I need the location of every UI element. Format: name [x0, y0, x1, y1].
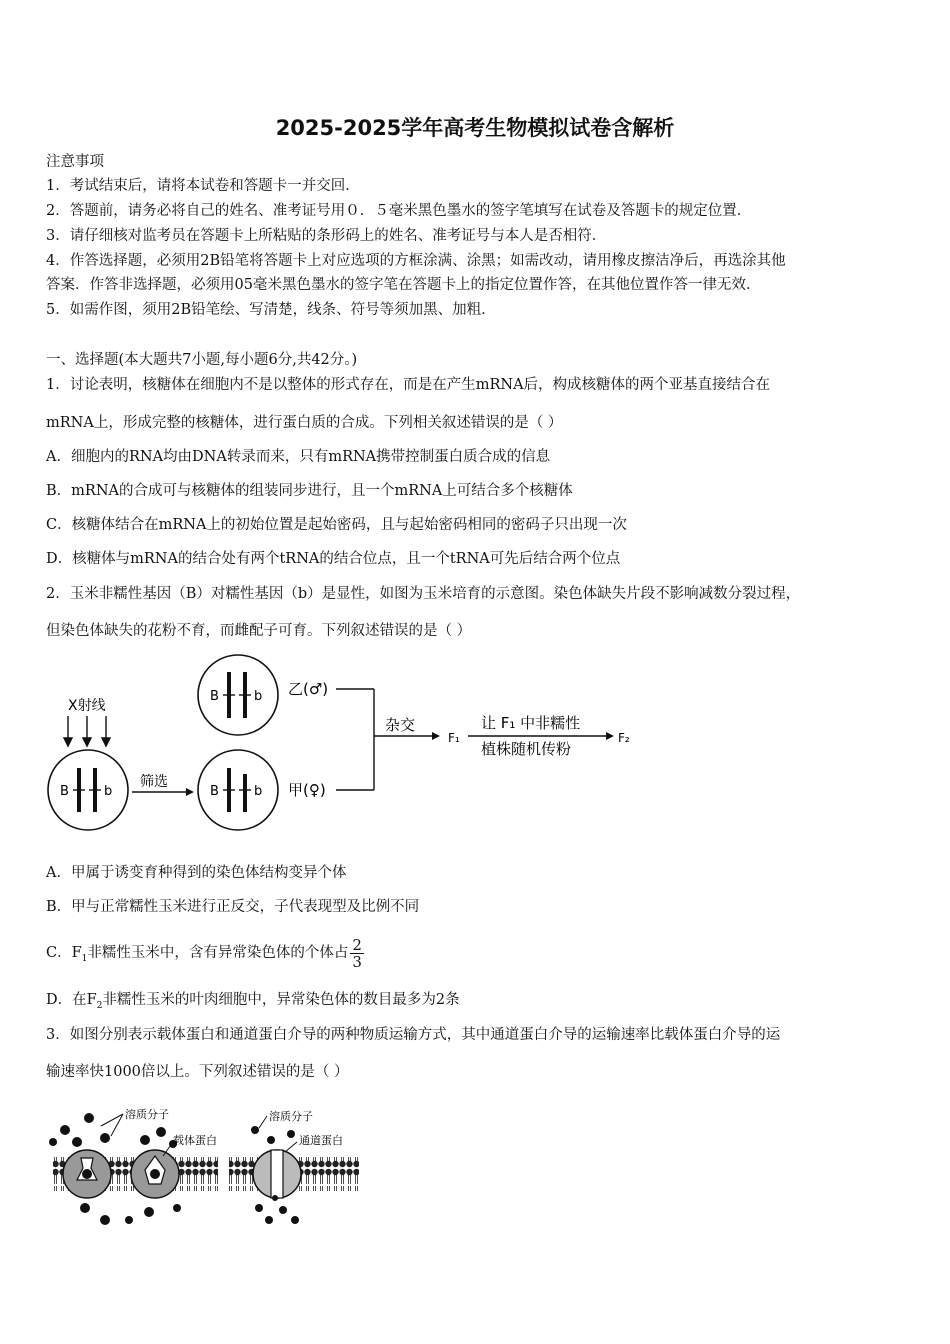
allele-label: B: [210, 784, 219, 799]
carrier-protein: [63, 1150, 111, 1198]
allele-label: B: [60, 784, 69, 799]
question-2-stem: 2．玉米非糯性基因（B）对糯性基因（b）是显性，如图为玉米培育的示意图。染色体缺失片段不影响减数分裂过程，: [46, 586, 801, 602]
xray-arrows: [64, 716, 110, 746]
corn-breeding-diagram: [40, 650, 650, 840]
fraction-denominator: 3: [352, 952, 362, 971]
carrier-protein: [131, 1150, 179, 1198]
pollination-label-top: 让 F₁ 中非糯性: [481, 714, 581, 732]
option-c-prefix: C．F: [46, 945, 82, 961]
solute-label: 溶质分子: [125, 1108, 169, 1121]
question-2-option-a: A．甲属于诱变育种得到的染色体结构变异个体: [46, 865, 347, 881]
f2-label: F₂: [618, 731, 630, 745]
allele-label: B: [210, 689, 219, 704]
pollination-label-bottom: 植株随机传粉: [481, 740, 572, 758]
allele-label: b: [254, 784, 263, 799]
fraction: [350, 937, 364, 970]
xray-label: X射线: [68, 698, 106, 714]
notice-item: 5．如需作图，须用2B铅笔绘、写清楚，线条、符号等须加黑、加粗．: [46, 302, 496, 318]
solute-label: 溶质分子: [269, 1110, 313, 1123]
screen-label: 筛选: [140, 774, 168, 790]
carrier-label: 载体蛋白: [173, 1134, 217, 1147]
notice-item: 3．请仔细核对监考员在答题卡上所粘贴的条形码上的姓名、准考证号与本人是否相符．: [46, 228, 607, 244]
option-d-prefix: D．在F: [46, 992, 97, 1008]
fraction-numerator: 2: [352, 935, 362, 954]
f1-label: F₁: [448, 731, 460, 745]
original-cell: [48, 750, 128, 830]
question-2-option-d: [46, 990, 910, 1016]
question-1-stem: 1．讨论表明，核糖体在细胞内不是以整体的形式存在，而是在产生mRNA后，构成核糖体的两个亚基直接结合在: [46, 377, 771, 393]
notice-heading: 注意事项: [46, 154, 104, 170]
cross-bracket: [336, 689, 434, 790]
question-1-stem: mRNA上，形成完整的核糖体，进行蛋白质的合成。下列相关叙述错误的是（ ）: [46, 415, 563, 431]
notice-item: 1．考试结束后，请将本试卷和答题卡一并交回．: [46, 178, 360, 194]
allele-label: b: [104, 784, 113, 799]
page-title: 2025-2025学年高考生物模拟试卷含解析: [275, 116, 675, 140]
yi-label: 乙(♂): [288, 680, 329, 698]
question-1-option-c: C．核糖体结合在mRNA上的初始位置是起始密码，且与起始密码相同的密码子只出现一次: [46, 517, 627, 533]
allele-label: b: [254, 689, 263, 704]
channel-protein: [253, 1150, 301, 1198]
option-c-text: 非糯性玉米中，含有异常染色体的个体占: [87, 945, 349, 961]
question-3-stem: 输速率快1000倍以上。下列叙述错误的是（ ）: [46, 1064, 349, 1080]
cross-label: 杂交: [385, 716, 416, 734]
transport-diagram: [45, 1100, 365, 1230]
question-2-stem: 但染色体缺失的花粉不育，而雌配子可育。下列叙述错误的是（ ）: [46, 623, 472, 639]
question-3-stem: 3．如图分别表示载体蛋白和通道蛋白介导的两种物质运输方式，其中通道蛋白介导的运输速率比载体蛋白介导的运: [46, 1027, 781, 1043]
question-1-option-d: D．核糖体与mRNA的结合处有两个tRNA的结合位点，且一个tRNA可先后结合两个位点: [46, 551, 621, 567]
option-d-text: 非糯性玉米的叶肉细胞中，异常染色体的数目最多为2条: [102, 992, 460, 1008]
notice-item: 答案．作答非选择题，必须用05毫米黑色墨水的签字笔在答题卡上的指定位置作答，在其他位置作答一律无效．: [46, 277, 761, 293]
notice-item: 2．答题前，请务必将自己的姓名、准考证号用０．５毫米黑色墨水的签字笔填写在试卷及答题卡的规定位置．: [46, 203, 752, 219]
question-1-option-a: A．细胞内的RNA均由DNA转录而来，只有mRNA携带控制蛋白质合成的信息: [46, 449, 551, 465]
section-heading: 一、选择题(本大题共7小题,每小题6分,共42分。): [46, 352, 358, 368]
subscript: 2: [96, 1000, 103, 1011]
channel-label: 通道蛋白: [299, 1134, 343, 1147]
question-2-option-b: B．甲与正常糯性玉米进行正反交，子代表现型及比例不同: [46, 899, 420, 915]
question-1-option-b: B．mRNA的合成可与核糖体的组装同步进行，且一个mRNA上可结合多个核糖体: [46, 483, 573, 499]
subscript: 1: [81, 953, 88, 964]
jia-cell: [198, 750, 278, 830]
notice-item: 4．作答选择题，必须用2B铅笔将答题卡上对应选项的方框涂满、涂黑；如需改动，请用橡皮擦洁净后，再选涂其他: [46, 253, 786, 269]
yi-cell: [198, 655, 278, 735]
question-2-option-c: [46, 935, 910, 977]
jia-label: 甲(♀): [288, 781, 326, 799]
